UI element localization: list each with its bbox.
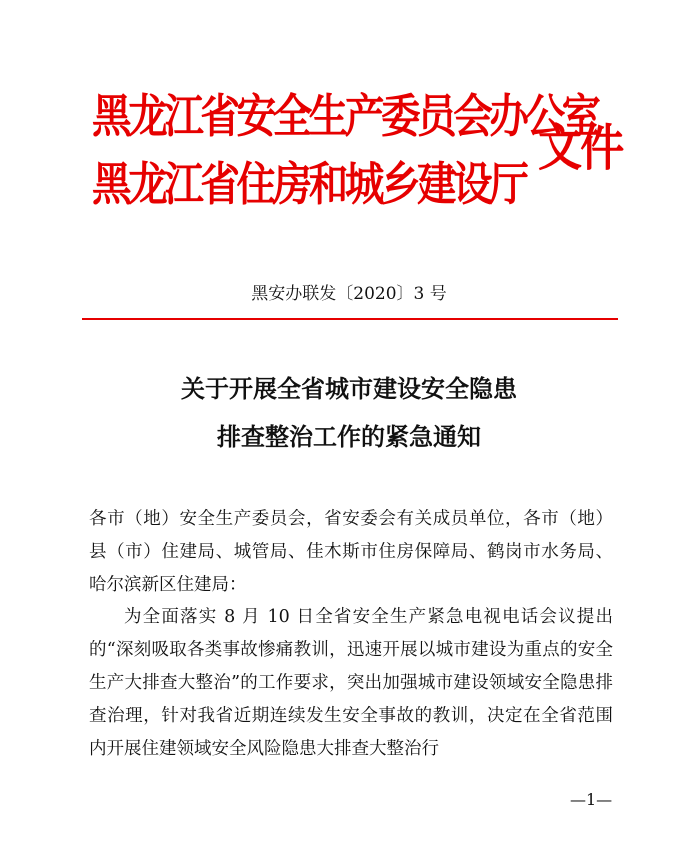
page-number: —1—	[570, 790, 613, 809]
issuing-org-safety-committee: 黑龙江省安全生产委员会办公室	[92, 89, 598, 143]
issuing-org-housing-dept: 黑龙江省住房和城乡建设厅	[92, 157, 526, 211]
red-divider-line	[82, 318, 618, 320]
addressees-paragraph: 各市（地）安全生产委员会，省安委会有关成员单位，各市（地）县（市）住建局、城管局、佳木斯市住房保障局、鹤岗市水务局、哈尔滨新区住建局：	[89, 509, 613, 595]
document-number: 黑安办联发〔2020〕3 号	[251, 284, 447, 304]
document-title-line-1: 关于开展全省城市建设安全隐患	[181, 374, 517, 403]
body-paragraph: 为全面落实 8 月 10 日全省安全生产紧急电视电话会议提出的“深刻吸取各类事故惨痛教训，迅速开展以城市建设为重点的安全生产大排查大整治”的工作要求，突出加强城市建设领域安全隐患排查治理，针对我省近期连续发生安全事故的教训，决定在全省范围内开展住建领域安全风险隐患大排查大整治行	[89, 607, 613, 759]
document-label: 文件	[538, 118, 623, 177]
document-title-line-2: 排查整治工作的紧急通知	[217, 422, 481, 451]
